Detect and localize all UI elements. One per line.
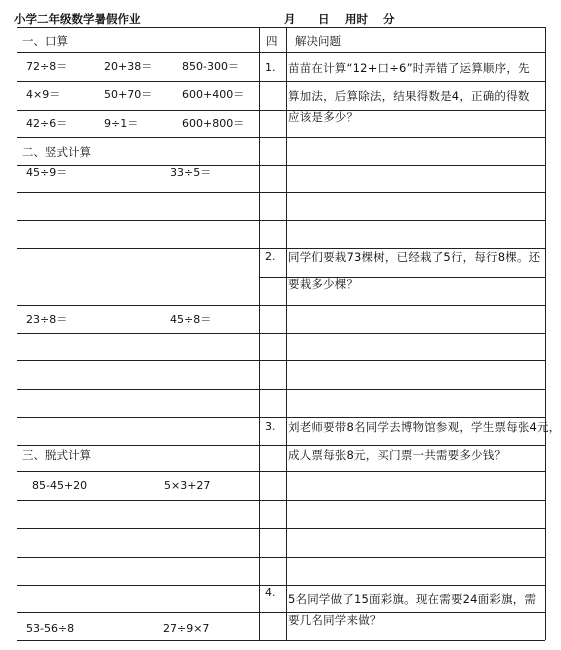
grid-line: [17, 52, 259, 53]
problem-text-line: 5名同学做了15面彩旗。现在需要24面彩旗，需: [288, 592, 537, 606]
problem-number: 1.: [265, 61, 276, 74]
problem-text-line: 成人票每张8元，买门票一共需要多少钱？: [288, 448, 507, 462]
grid-line: [259, 305, 545, 306]
grid-line: [17, 528, 259, 529]
section-oral-title: 一、口算: [22, 34, 68, 48]
grid-line: [17, 333, 259, 334]
problem-text-line: 应该是多少？: [288, 110, 359, 124]
step-item: 85-45+20: [32, 479, 88, 492]
grid-line: [17, 417, 259, 418]
vertical-item: 23÷8＝: [26, 313, 68, 326]
grid-line: [545, 27, 546, 640]
grid-line: [259, 192, 545, 193]
grid-line: [17, 640, 259, 641]
section-step-title: 三、脱式计算: [22, 448, 91, 462]
grid-line: [259, 248, 545, 249]
problem-text-line: 苗苗在计算“12+口÷6”时弄错了运算顺序，先: [288, 61, 530, 75]
grid-line: [17, 360, 259, 361]
grid-line: [259, 557, 545, 558]
grid-line: [17, 585, 259, 586]
problem-number: 2.: [265, 250, 276, 263]
grid-line: [259, 165, 545, 166]
grid-line: [259, 333, 545, 334]
oral-item: 600+400＝: [182, 88, 245, 101]
grid-line: [259, 52, 545, 53]
grid-line: [17, 471, 259, 472]
grid-line: [259, 389, 545, 390]
grid-line: [259, 137, 545, 138]
oral-item: 50+70＝: [104, 88, 153, 101]
step-item: 53-56÷8: [26, 622, 75, 635]
grid-line: [17, 557, 259, 558]
grid-line: [17, 248, 259, 249]
worksheet-title: 小学二年级数学暑假作业: [14, 12, 141, 26]
section-problems-number: 四: [266, 34, 278, 48]
problem-text-line: 同学们要栽73棵树，已经栽了5行，每行8棵。还: [288, 250, 541, 264]
problem-number: 4.: [265, 586, 276, 599]
oral-item: 72÷8＝: [26, 60, 68, 73]
grid-line: [259, 585, 545, 586]
grid-line: [17, 305, 259, 306]
step-item: 5×3+27: [164, 479, 211, 492]
grid-line: [259, 27, 260, 640]
grid-line: [17, 612, 259, 613]
problem-number: 3.: [265, 420, 276, 433]
step-item: 27÷9×7: [163, 622, 210, 635]
grid-line: [259, 220, 545, 221]
problem-text-line: 刘老师要带8名同学去博物馆参观，学生票每张4元，: [288, 420, 561, 434]
month-label: 月: [284, 12, 296, 26]
grid-line: [17, 220, 259, 221]
grid-line: [259, 640, 545, 641]
vertical-item: 45÷8＝: [170, 313, 212, 326]
oral-item: 4×9＝: [26, 88, 61, 101]
grid-line: [259, 471, 545, 472]
oral-item: 9÷1＝: [104, 117, 139, 130]
grid-line: [17, 445, 259, 446]
oral-item: 600+800＝: [182, 117, 245, 130]
grid-line: [259, 528, 545, 529]
grid-line: [259, 27, 545, 28]
day-label: 日: [318, 12, 330, 26]
problem-text-line: 要栽多少棵？: [288, 277, 359, 291]
grid-line: [17, 110, 259, 111]
minutes-label: 分: [383, 12, 395, 26]
grid-line: [17, 81, 259, 82]
section-vertical-title: 二、竖式计算: [22, 145, 91, 159]
grid-line: [286, 27, 287, 640]
time-used-label: 用时: [345, 12, 368, 26]
grid-line: [259, 445, 545, 446]
grid-line: [259, 417, 545, 418]
grid-line: [17, 27, 259, 28]
grid-line: [259, 81, 545, 82]
grid-line: [259, 360, 545, 361]
problem-text-line: 要几名同学来做？: [288, 613, 382, 627]
section-problems-title: 解决问题: [295, 34, 341, 48]
vertical-item: 45÷9＝: [26, 166, 68, 179]
grid-line: [259, 500, 545, 501]
oral-item: 42÷6＝: [26, 117, 68, 130]
vertical-item: 33÷5＝: [170, 166, 212, 179]
oral-item: 20+38＝: [104, 60, 153, 73]
problem-text-line: 算加法，后算除法，结果得数是4，正确的得数: [288, 89, 530, 103]
grid-line: [17, 137, 259, 138]
grid-line: [17, 389, 259, 390]
grid-line: [17, 500, 259, 501]
grid-line: [17, 192, 259, 193]
oral-item: 850-300＝: [182, 60, 239, 73]
